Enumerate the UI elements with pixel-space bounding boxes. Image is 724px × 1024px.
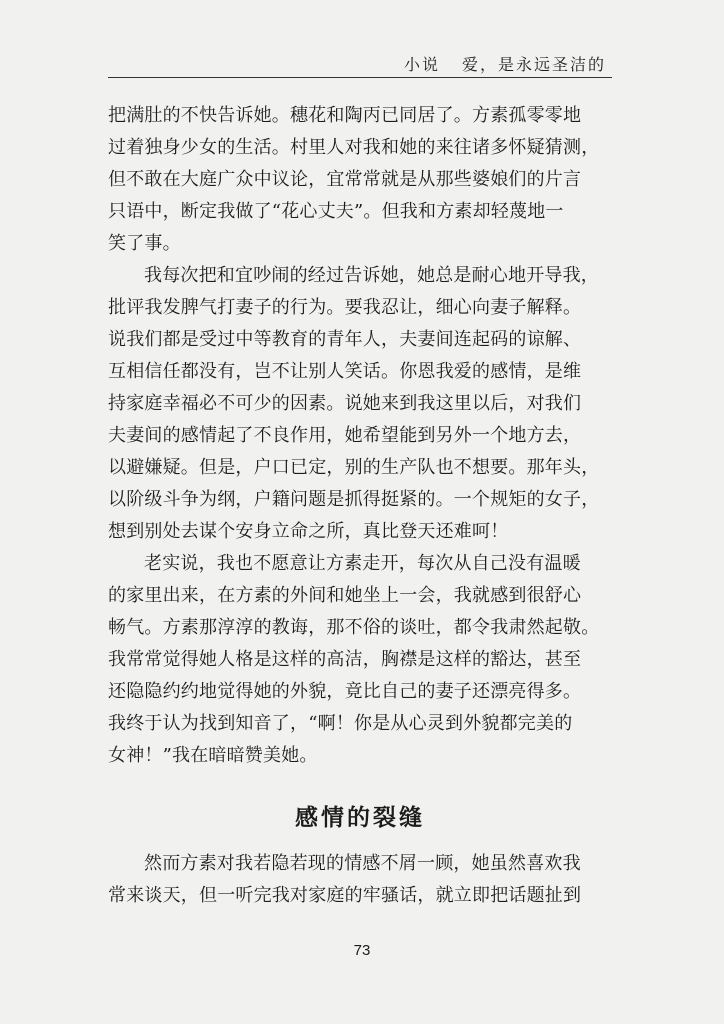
text-line: 我终于认为找到知音了，“啊！你是从心灵到外貌都完美的 bbox=[108, 713, 573, 734]
text-line: 过着独身少女的生活。村里人对我和她的来往诸多怀疑猜测， bbox=[108, 137, 600, 158]
text-line: 互相信任都没有，岂不让别人笑话。你恩我爱的感情，是维 bbox=[108, 361, 582, 382]
text-line: 我每次把和宜吵闹的经过告诉她，她总是耐心地开导我， bbox=[144, 265, 599, 286]
text-line: 的家里出来，在方素的外间和她坐上一会，我就感到很舒心 bbox=[108, 585, 582, 606]
paragraph-2 bbox=[108, 260, 612, 548]
running-head-text bbox=[404, 52, 606, 75]
text-line: 只语中，断定我做了“花心丈夫”。但我和方素却轻蔑地一 bbox=[108, 201, 564, 222]
section-label: 小说 bbox=[403, 55, 440, 74]
text-line: 但不敢在大庭广众中议论，宜常常就是从那些婆娘们的片言 bbox=[108, 169, 582, 190]
page-number: 73 bbox=[353, 942, 371, 959]
text-line: 把满肚的不快告诉她。穗花和陶丙已同居了。方素孤零零地 bbox=[108, 105, 582, 126]
text-line: 畅气。方素那淳淳的教诲，那不俗的谈吐，都令我肃然起敬。 bbox=[108, 617, 600, 638]
text-line: 以阶级斗争为纲，户籍问题是抓得挺紧的。一个规矩的女子， bbox=[108, 489, 600, 510]
text-line: 想到别处去谋个安身立命之所，真比登天还难呵！ bbox=[108, 521, 509, 542]
text-line: 以避嫌疑。但是，户口已定，别的生产队也不想要。那年头， bbox=[108, 457, 600, 478]
text-line: 我常常觉得她人格是这样的高洁，胸襟是这样的豁达，甚至 bbox=[108, 649, 582, 670]
body-text bbox=[108, 100, 612, 912]
paragraph-4 bbox=[108, 848, 612, 912]
paragraph-3 bbox=[108, 548, 612, 772]
text-line: 批评我发脾气打妻子的行为。要我忍让，细心向妻子解释。 bbox=[108, 297, 582, 318]
text-line: 然而方素对我若隐若现的情感不屑一顾，她虽然喜欢我 bbox=[144, 853, 581, 874]
text-line: 夫妻间的感情起了不良作用，她希望能到另外一个地方去， bbox=[108, 425, 582, 446]
paragraph-1 bbox=[108, 100, 612, 260]
text-line: 持家庭幸福必不可少的因素。说她来到我这里以后，对我们 bbox=[108, 393, 582, 414]
text-line: 说我们都是受过中等教育的青年人，夫妻间连起码的谅解、 bbox=[108, 329, 582, 350]
running-header bbox=[108, 52, 612, 78]
text-line: 常来谈天，但一听完我对家庭的牢骚话，就立即把话题扯到 bbox=[108, 885, 582, 906]
section-heading: 感情的裂缝 bbox=[295, 805, 425, 831]
text-line: 笑了事。 bbox=[108, 233, 181, 254]
header-rule bbox=[108, 77, 612, 78]
text-line: 女神！”我在暗暗赞美她。 bbox=[108, 745, 318, 766]
text-line: 还隐隐约约地觉得她的外貌，竟比自己的妻子还漂亮得多。 bbox=[108, 681, 582, 702]
chapter-title: 爱，是永远圣洁的 bbox=[461, 55, 606, 74]
text-line: 老实说，我也不愿意让方素走开，每次从自己没有温暖 bbox=[144, 553, 581, 574]
